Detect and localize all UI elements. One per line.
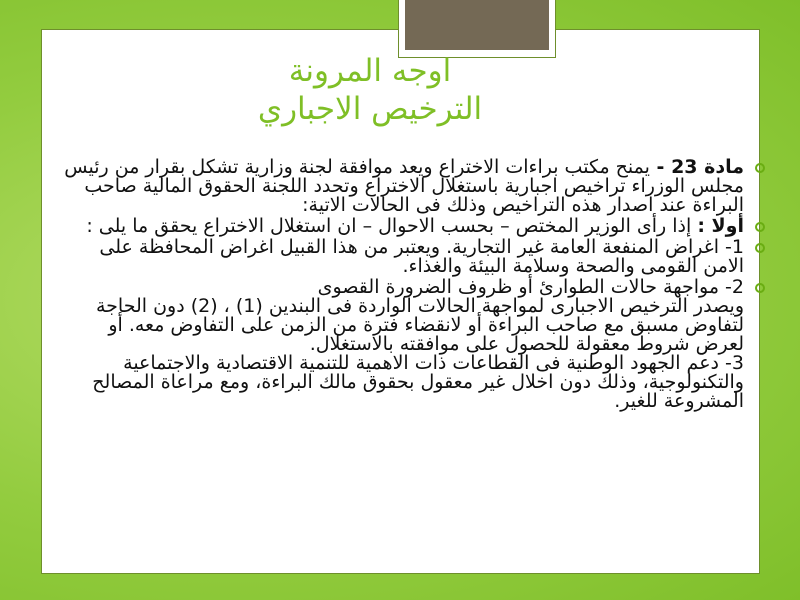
bullet-bold-label: أولا : — [697, 215, 744, 237]
bullet-item-public-interest — [62, 238, 778, 276]
bullet-text: 1- اغراض المنفعة العامة غير التجارية. ويعتبر من هذا القبيل اغراض المحافظة على الامن القومى والصحة وسلامة البيئة والغذاء. — [99, 236, 744, 277]
bullet-bold-label: مادة 23 - — [649, 156, 744, 178]
bullet-text: 2- مواجهة حالات الطوارئ أو ظروف الضرورة القصوى — [317, 276, 744, 298]
bullet-item-article-23 — [62, 158, 778, 215]
bullet-icon — [755, 222, 765, 232]
bullet-icon — [755, 163, 765, 173]
header-tab-block — [405, 0, 549, 50]
bullet-icon — [755, 283, 765, 293]
slide-content — [62, 158, 778, 413]
slide-title — [120, 52, 620, 128]
bullet-item-emergency — [62, 278, 778, 411]
bullet-text: إذا رأى الوزير المختص – بحسب الاحوال – ان استغلال الاختراع يحقق ما يلى : — [86, 215, 698, 237]
title-line-2: الترخيص الاجباري — [257, 91, 483, 127]
bullet-text: يمنح مكتب براءات الاختراع ويعد موافقة لجنة وزارية تشكل بقرار من رئيس مجلس الوزراء تراخيص اجبارية باستغلال الاختراع وتحدد اللجنة الحقوق المالية صاحب البراءة عند اصدار هذه التراخيص وذلك فى الحالات الاتية: — [64, 156, 744, 216]
bullet-continuation: ويصدر الترخيص الاجبارى لمواجهة الحالات الواردة فى البندين (1) ، (2) دون الحاجة لتفاوض مسبق مع صاحب البراءة أو لانقضاء فترة من الزمن على التفاوض معه. أو لعرض شروط معقولة للحصول على موافقته بالاستغلال. — [96, 295, 744, 355]
bullet-item-first — [62, 217, 778, 236]
title-line-1: اوجه المرونة — [288, 53, 452, 89]
bullet-continuation-development: 3- دعم الجهود الوطنية فى القطاعات ذات الاهمية للتنمية الاقتصادية والاجتماعية والتكنولوجية، وذلك دون اخلال غير معقول بحقوق مالك البراءة، ومع مراعاة المصالح المشروعة للغير. — [92, 352, 744, 412]
bullet-icon — [755, 243, 765, 253]
